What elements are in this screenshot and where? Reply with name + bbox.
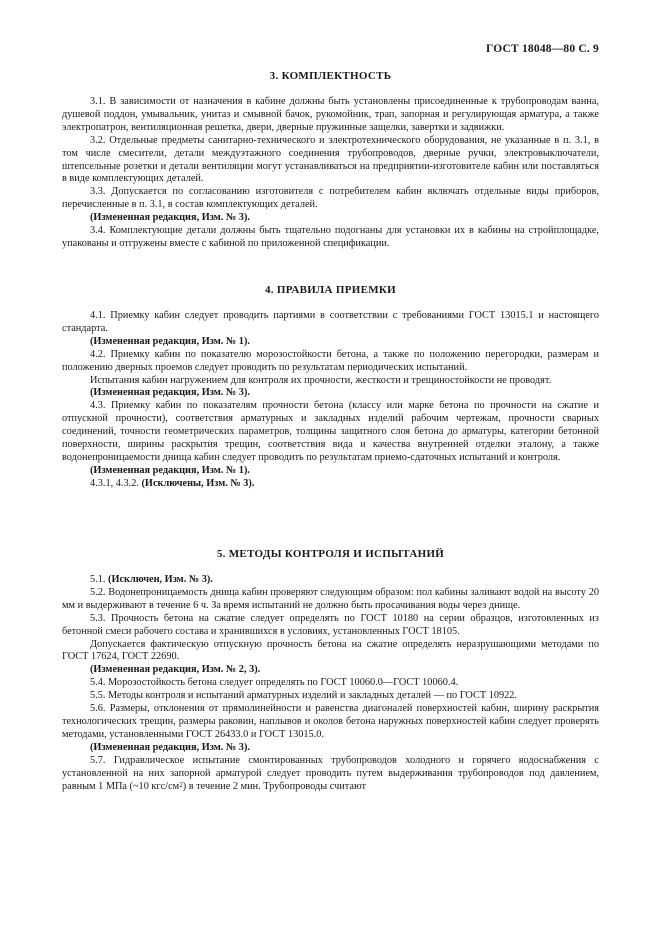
section-4-title: 4. ПРАВИЛА ПРИЕМКИ [264,284,397,296]
para-4-3-1 [62,478,599,491]
para-3-1: 3.1. В зависимости от назначения в кабине должны быть установлены присоединенные к трубопроводам ванна, душевой поддон, умывальник, унитаз и смывной бачок, рукомойник, трап, запорная и регулирующая арматура, а также электропатрон, вентиляционная решетка, двери, дверные пружинные защелки, завертки и задвижки. [62,96,599,133]
para-5-5: 5.5. Методы контроля и испытаний арматурных изделий и закладных деталей — по ГОСТ 10922. [90,690,518,702]
para-3-2: 3.2. Отдельные предметы санитарно-технического и электротехнического оборудования, не указанные в п. 3.1, в том числе смесители, детали междуэтажного соединения трубопроводов, дверные ручки, электровыключатели, штепсельные розетки и детали вентиляции могут устанавливаться на предприятии-изготовителе кабин или поставляться в виде комплектующих деталей. [62,134,599,185]
para-4-3: 4.3. Приемку кабин по показателям прочности бетона (классу или марке бетона по прочности на сжатие и отпускной прочности), соответствия арматурных и закладных изделий рабочим чертежам, прочности сварных соединений, точности геометрических параметров, толщины защитного слоя бетона до арматуры, категории бетонной поверхности, ширины раскрытия трещин, соответствия вида и качества внутренней отделки эталону, а также водонепроницаемости днища кабин следует проводить по результатам приемо-сдаточных испытаний и контроля. [62,400,599,463]
para-4-2: 4.2. Приемку кабин по показателю морозостойкости бетона, а также по положению перегородки, размерам и положению дверных проемов следует проводить по результатам периодических испытаний. [62,348,599,373]
para-4-2-cont: Испытания кабин нагружением для контроля их прочности, жесткости и трещиностойкости не проводят. [90,374,552,386]
para-number: 4.3.1, 4.3.2. [90,477,139,489]
para-5-7-text-end: ) в течение 2 мин. Трубопроводы считают [182,780,367,792]
para-5-6: 5.6. Размеры, отклонения от прямолинейности и равенства диагоналей поверхностей кабин, ширину раскрытия технологических трещин, размеры раковин, наплывов и околов бетона наружных поверхностей кабин следует проверять методами, установленными ГОСТ 26433.0 и ГОСТ 13015.0. [62,703,599,740]
section-5-title: 5. МЕТОДЫ КОНТРОЛЯ И ИСПЫТАНИЙ [216,548,445,560]
section-4 [62,284,599,491]
amendment-note: (Измененная редакция, Изм. № 1). [90,464,250,476]
para-3-4: 3.4. Комплектующие детали должны быть тщательно подогнаны для установки их в кабины на стройплощадке, упакованы и отгружены вместе с кабиной по приложенной спецификации. [62,225,599,249]
para-5-4: 5.4. Морозостойкость бетона следует определять по ГОСТ 10060.0—ГОСТ 10060.4. [90,677,459,689]
para-3-3: 3.3. Допускается по согласованию изготовителя с потребителем кабин включать отдельные виды приборов, перечисленные в п. 3.1, в состав комплектующих деталей. [62,186,599,211]
section-3-title: 3. КОМПЛЕКТНОСТЬ [269,70,392,82]
excluded-note: (Исключены, Изм. № 3). [141,477,255,489]
para-5-3: 5.3. Прочность бетона на сжатие следует определять по ГОСТ 10180 на серии образцов, изготовленных из бетонной смеси рабочего состава и хранившихся в условиях, установленных ГОСТ 18105. [62,612,599,637]
para-4-1: 4.1. Приемку кабин следует проводить партиями в соответствии с требованиями ГОСТ 13015.1 и настоящего стандарта. [62,310,599,334]
section-5 [62,548,599,793]
section-3 [62,70,599,251]
excluded-note: (Исключен, Изм. № 3). [108,574,213,585]
para-5-2: 5.2. Водонепроницаемость днища кабин проверяют следующим образом: пол кабины заливают водой на высоту 20 мм и выдерживают в течение 6 ч. За время испытаний не должно быть просачивания воды через днище. [62,586,599,611]
para-number: 5.1. [90,574,106,585]
running-header: ГОСТ 18048—80 С. 9 [486,43,599,55]
para-5-1 [62,574,599,587]
superscript: 2 [179,780,183,789]
para-5-7-text: 5.7. Гидравлическое испытание смонтированных трубопроводов холодного и горячего водоснабжения с установленной на них запорной арматурой следует проводить путем выдерживания трубопроводов под давлением, равным 1 МПа (~10 кгс/см [62,754,599,792]
amendment-note: (Измененная редакция, Изм. № 3). [90,212,250,224]
amendment-note: (Измененная редакция, Изм. № 2, 3). [90,664,261,676]
para-5-3-cont: Допускается фактическую отпускную прочность бетона на сжатие определять неразрушающими методами по ГОСТ 17624, ГОСТ 22690. [62,638,599,663]
amendment-note: (Измененная редакция, Изм. № 1). [90,335,250,347]
amendment-note: (Измененная редакция, Изм. № 3). [90,741,250,753]
amendment-note: (Измененная редакция, Изм. № 3). [90,387,250,399]
para-5-7 [62,755,599,794]
